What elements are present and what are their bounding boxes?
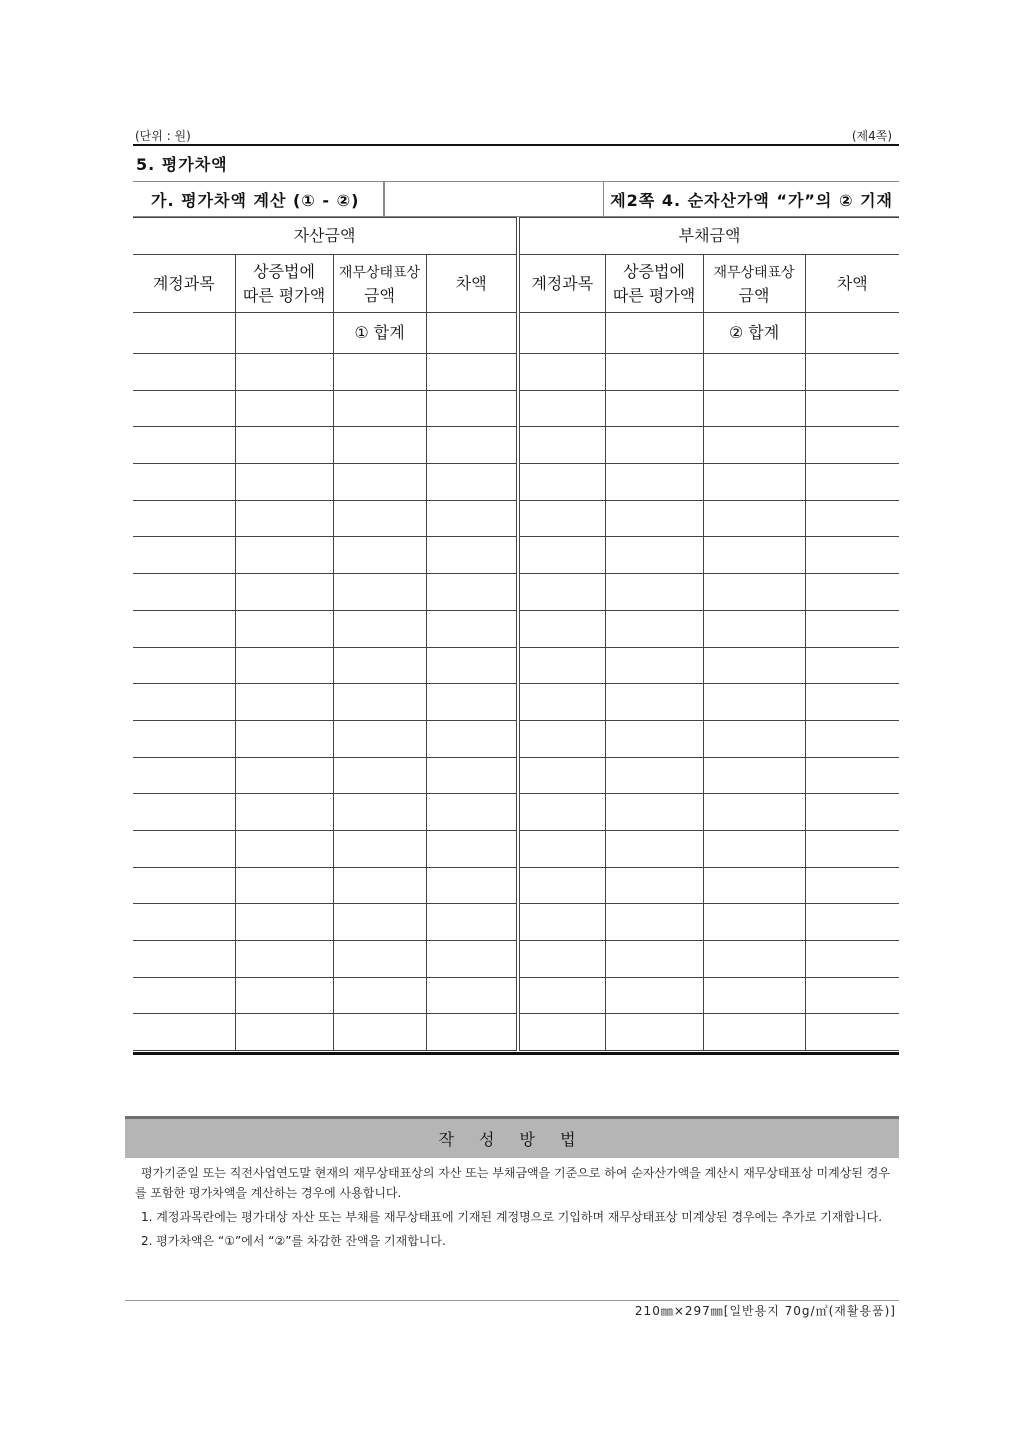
- asset-entry-cell[interactable]: [235, 757, 333, 794]
- liability-entry-cell[interactable]: [518, 537, 605, 574]
- liability-entry-cell[interactable]: [518, 720, 605, 757]
- liability-entry-cell[interactable]: [703, 390, 805, 427]
- liability-entry-cell[interactable]: [703, 720, 805, 757]
- asset-entry-cell[interactable]: [333, 867, 426, 904]
- liability-entry-cell[interactable]: [518, 464, 605, 501]
- liability-entry-cell[interactable]: [805, 500, 899, 537]
- footer-rule: [125, 1300, 899, 1301]
- asset-entry-cell[interactable]: [235, 904, 333, 941]
- asset-entry-cell[interactable]: [426, 1014, 518, 1051]
- table-row: [133, 647, 899, 684]
- asset-entry-cell[interactable]: [333, 830, 426, 867]
- asset-entry-cell[interactable]: [235, 977, 333, 1014]
- liability-entry-cell[interactable]: [518, 794, 605, 831]
- liability-entry-cell[interactable]: [703, 684, 805, 721]
- liability-entry-cell[interactable]: [805, 574, 899, 611]
- liability-entry-cell[interactable]: [805, 464, 899, 501]
- table-row: [133, 354, 899, 391]
- liability-entry-cell[interactable]: [518, 867, 605, 904]
- liability-diff-header: 차액: [805, 255, 899, 313]
- liability-total-cell[interactable]: [805, 313, 899, 354]
- asset-entry-cell[interactable]: [133, 427, 235, 464]
- liability-entry-cell[interactable]: [703, 757, 805, 794]
- asset-entry-cell[interactable]: [235, 647, 333, 684]
- liability-entry-cell[interactable]: [605, 684, 703, 721]
- asset-entry-cell[interactable]: [426, 830, 518, 867]
- asset-entry-cell[interactable]: [333, 720, 426, 757]
- method-item-1: 1. 계정과목란에는 평가대상 자산 또는 부채를 재무상태표에 기재된 계정명으로 기입하며 재무상태표상 미계상된 경우에는 추가로 기재합니다.: [141, 1210, 883, 1224]
- liability-entry-cell[interactable]: [805, 647, 899, 684]
- asset-group-header: 자산금액: [133, 218, 518, 255]
- liability-entry-cell[interactable]: [805, 427, 899, 464]
- liability-entry-cell[interactable]: [518, 757, 605, 794]
- table-bottom-rule: [133, 1052, 899, 1055]
- liability-entry-cell[interactable]: [605, 867, 703, 904]
- asset-entry-cell[interactable]: [235, 720, 333, 757]
- liability-entry-cell[interactable]: [805, 794, 899, 831]
- asset-entry-cell[interactable]: [426, 904, 518, 941]
- asset-entry-cell[interactable]: [426, 941, 518, 978]
- asset-entry-cell[interactable]: [235, 794, 333, 831]
- subsection-title: 가. 평가차액 계산 (① - ②): [133, 181, 384, 217]
- liability-entry-cell[interactable]: [518, 904, 605, 941]
- asset-entry-cell[interactable]: [426, 574, 518, 611]
- liability-total-label: ② 합계: [703, 313, 805, 354]
- asset-total-cell[interactable]: [426, 313, 518, 354]
- asset-entry-cell[interactable]: [426, 867, 518, 904]
- liability-entry-cell[interactable]: [703, 647, 805, 684]
- asset-entry-cell[interactable]: [333, 500, 426, 537]
- liability-entry-cell[interactable]: [805, 684, 899, 721]
- liability-entry-cell[interactable]: [518, 977, 605, 1014]
- table-row: [133, 427, 899, 464]
- liability-entry-cell[interactable]: [703, 977, 805, 1014]
- asset-total-cell[interactable]: [133, 313, 235, 354]
- liability-entry-cell[interactable]: [605, 500, 703, 537]
- top-rule: [133, 144, 899, 146]
- asset-entry-cell[interactable]: [333, 757, 426, 794]
- asset-entry-cell[interactable]: [133, 720, 235, 757]
- liability-entry-cell[interactable]: [703, 794, 805, 831]
- table-row: [133, 500, 899, 537]
- liability-entry-cell[interactable]: [605, 390, 703, 427]
- asset-entry-cell[interactable]: [333, 684, 426, 721]
- liability-entry-cell[interactable]: [703, 830, 805, 867]
- liability-entry-cell[interactable]: [805, 867, 899, 904]
- asset-entry-cell[interactable]: [333, 977, 426, 1014]
- section-title: 5. 평가차액: [136, 155, 228, 174]
- liability-entry-cell[interactable]: [805, 390, 899, 427]
- asset-account-header: 계정과목: [133, 255, 235, 313]
- asset-entry-cell[interactable]: [426, 427, 518, 464]
- liability-fs-header: 재무상태표상 금액: [703, 255, 805, 313]
- liability-entry-cell[interactable]: [703, 537, 805, 574]
- asset-entry-cell[interactable]: [333, 574, 426, 611]
- asset-entry-cell[interactable]: [426, 647, 518, 684]
- asset-entry-cell[interactable]: [235, 1014, 333, 1051]
- asset-entry-cell[interactable]: [133, 354, 235, 391]
- liability-entry-cell[interactable]: [518, 574, 605, 611]
- page-number: (제4쪽): [851, 129, 892, 143]
- asset-entry-cell[interactable]: [426, 684, 518, 721]
- asset-entry-cell[interactable]: [333, 354, 426, 391]
- table-row: [133, 941, 899, 978]
- asset-entry-cell[interactable]: [133, 464, 235, 501]
- liability-entry-cell[interactable]: [805, 354, 899, 391]
- asset-entry-cell[interactable]: [333, 941, 426, 978]
- liability-entry-cell[interactable]: [518, 830, 605, 867]
- liability-total-cell[interactable]: [605, 313, 703, 354]
- table-row: [133, 757, 899, 794]
- asset-total-cell[interactable]: [235, 313, 333, 354]
- asset-entry-cell[interactable]: [333, 610, 426, 647]
- liability-entry-cell[interactable]: [703, 867, 805, 904]
- liability-entry-cell[interactable]: [805, 830, 899, 867]
- asset-entry-cell[interactable]: [235, 390, 333, 427]
- liability-entry-cell[interactable]: [518, 941, 605, 978]
- asset-eval-header: 상증법에 따른 평가액: [235, 255, 333, 313]
- liability-entry-cell[interactable]: [605, 427, 703, 464]
- asset-entry-cell[interactable]: [133, 500, 235, 537]
- liability-entry-cell[interactable]: [703, 904, 805, 941]
- asset-entry-cell[interactable]: [426, 500, 518, 537]
- method-item-2: 2. 평가차액은 “①”에서 “②”를 차감한 잔액을 기재합니다.: [141, 1234, 446, 1248]
- asset-entry-cell[interactable]: [426, 537, 518, 574]
- liability-group-header: 부채금액: [518, 218, 899, 255]
- asset-entry-cell[interactable]: [235, 464, 333, 501]
- table-row: [133, 574, 899, 611]
- table-row: [133, 720, 899, 757]
- asset-total-label: ① 합계: [333, 313, 426, 354]
- table-row: [133, 610, 899, 647]
- asset-entry-cell[interactable]: [426, 354, 518, 391]
- asset-entry-cell[interactable]: [235, 830, 333, 867]
- asset-entry-cell[interactable]: [133, 867, 235, 904]
- asset-entry-cell[interactable]: [133, 610, 235, 647]
- asset-entry-cell[interactable]: [333, 464, 426, 501]
- asset-entry-cell[interactable]: [133, 537, 235, 574]
- asset-entry-cell[interactable]: [333, 1014, 426, 1051]
- liability-entry-cell[interactable]: [605, 610, 703, 647]
- asset-entry-cell[interactable]: [426, 390, 518, 427]
- method-intro: 평가기준일 또는 직전사업연도말 현재의 재무상태표상의 자산 또는 부채금액을 기준으로 하여 순자산가액을 계산시 재무상태표상 미계상된 경우를 포함한 평가차액을 계산하는 경우에 사용합니다.: [135, 1166, 890, 1200]
- method-text: [135, 1163, 899, 1255]
- liability-entry-cell[interactable]: [805, 941, 899, 978]
- liability-entry-cell[interactable]: [703, 1014, 805, 1051]
- table-row: [133, 684, 899, 721]
- liability-entry-cell[interactable]: [518, 610, 605, 647]
- table-row: [133, 977, 899, 1014]
- asset-entry-cell[interactable]: [426, 757, 518, 794]
- asset-entry-cell[interactable]: [426, 464, 518, 501]
- liability-entry-cell[interactable]: [518, 684, 605, 721]
- liability-entry-cell[interactable]: [805, 977, 899, 1014]
- asset-entry-cell[interactable]: [133, 941, 235, 978]
- liability-entry-cell[interactable]: [518, 1014, 605, 1051]
- asset-entry-cell[interactable]: [235, 537, 333, 574]
- asset-entry-cell[interactable]: [235, 500, 333, 537]
- subsection-note: 제2쪽 4. 순자산가액 “가”의 ② 기재: [604, 181, 899, 217]
- liability-entry-cell[interactable]: [518, 354, 605, 391]
- liability-entry-cell[interactable]: [605, 757, 703, 794]
- asset-diff-header: 차액: [426, 255, 518, 313]
- asset-entry-cell[interactable]: [333, 647, 426, 684]
- liability-entry-cell[interactable]: [605, 941, 703, 978]
- liability-entry-cell[interactable]: [518, 500, 605, 537]
- liability-entry-cell[interactable]: [518, 390, 605, 427]
- liability-entry-cell[interactable]: [805, 537, 899, 574]
- table-row: [133, 794, 899, 831]
- asset-entry-cell[interactable]: [426, 720, 518, 757]
- liability-entry-cell[interactable]: [605, 830, 703, 867]
- asset-fs-header: 재무상태표상 금액: [333, 255, 426, 313]
- liability-entry-cell[interactable]: [805, 1014, 899, 1051]
- asset-entry-cell[interactable]: [133, 977, 235, 1014]
- liability-entry-cell[interactable]: [605, 537, 703, 574]
- asset-entry-cell[interactable]: [133, 794, 235, 831]
- liability-entry-cell[interactable]: [605, 977, 703, 1014]
- asset-entry-cell[interactable]: [133, 684, 235, 721]
- asset-entry-cell[interactable]: [235, 684, 333, 721]
- liability-eval-header: 상증법에 따른 평가액: [605, 255, 703, 313]
- table-row: [133, 867, 899, 904]
- asset-entry-cell[interactable]: [235, 867, 333, 904]
- asset-entry-cell[interactable]: [133, 390, 235, 427]
- method-title: 작 성 방 법: [125, 1116, 899, 1158]
- liability-entry-cell[interactable]: [605, 904, 703, 941]
- liability-entry-cell[interactable]: [605, 464, 703, 501]
- evaluation-table: [133, 217, 899, 1051]
- asset-entry-cell[interactable]: [333, 904, 426, 941]
- liability-entry-cell[interactable]: [518, 647, 605, 684]
- asset-entry-cell[interactable]: [426, 794, 518, 831]
- liability-entry-cell[interactable]: [703, 941, 805, 978]
- asset-entry-cell[interactable]: [333, 427, 426, 464]
- paper-spec: 210㎜×297㎜[일반용지 70g/㎡(재활용품)]: [634, 1304, 896, 1318]
- asset-entry-cell[interactable]: [133, 830, 235, 867]
- table-row: [133, 464, 899, 501]
- liability-entry-cell[interactable]: [605, 354, 703, 391]
- asset-entry-cell[interactable]: [426, 610, 518, 647]
- table-row: [133, 537, 899, 574]
- liability-entry-cell[interactable]: [805, 904, 899, 941]
- liability-entry-cell[interactable]: [805, 720, 899, 757]
- table-row: [133, 904, 899, 941]
- asset-entry-cell[interactable]: [426, 977, 518, 1014]
- liability-entry-cell[interactable]: [605, 720, 703, 757]
- liability-entry-cell[interactable]: [605, 647, 703, 684]
- asset-entry-cell[interactable]: [133, 904, 235, 941]
- table-row: [133, 390, 899, 427]
- liability-entry-cell[interactable]: [605, 1014, 703, 1051]
- liability-entry-cell[interactable]: [605, 794, 703, 831]
- asset-entry-cell[interactable]: [235, 574, 333, 611]
- liability-entry-cell[interactable]: [605, 574, 703, 611]
- liability-entry-cell[interactable]: [703, 464, 805, 501]
- asset-entry-cell[interactable]: [235, 941, 333, 978]
- unit-label: (단위 : 원): [135, 129, 191, 143]
- asset-entry-cell[interactable]: [133, 1014, 235, 1051]
- liability-entry-cell[interactable]: [703, 610, 805, 647]
- table-row: [133, 1014, 899, 1051]
- liability-entry-cell[interactable]: [703, 354, 805, 391]
- asset-entry-cell[interactable]: [133, 757, 235, 794]
- liability-entry-cell[interactable]: [703, 574, 805, 611]
- asset-entry-cell[interactable]: [235, 427, 333, 464]
- liability-total-cell[interactable]: [518, 313, 605, 354]
- liability-entry-cell[interactable]: [518, 427, 605, 464]
- asset-entry-cell[interactable]: [333, 390, 426, 427]
- asset-entry-cell[interactable]: [333, 794, 426, 831]
- asset-entry-cell[interactable]: [235, 610, 333, 647]
- table-body: [133, 354, 899, 1051]
- liability-entry-cell[interactable]: [805, 610, 899, 647]
- liability-account-header: 계정과목: [518, 255, 605, 313]
- asset-entry-cell[interactable]: [333, 537, 426, 574]
- liability-entry-cell[interactable]: [703, 427, 805, 464]
- asset-entry-cell[interactable]: [235, 354, 333, 391]
- asset-entry-cell[interactable]: [133, 574, 235, 611]
- table-row: [133, 830, 899, 867]
- liability-entry-cell[interactable]: [703, 500, 805, 537]
- subsection-blank-box[interactable]: [384, 181, 604, 217]
- liability-entry-cell[interactable]: [805, 757, 899, 794]
- asset-entry-cell[interactable]: [133, 647, 235, 684]
